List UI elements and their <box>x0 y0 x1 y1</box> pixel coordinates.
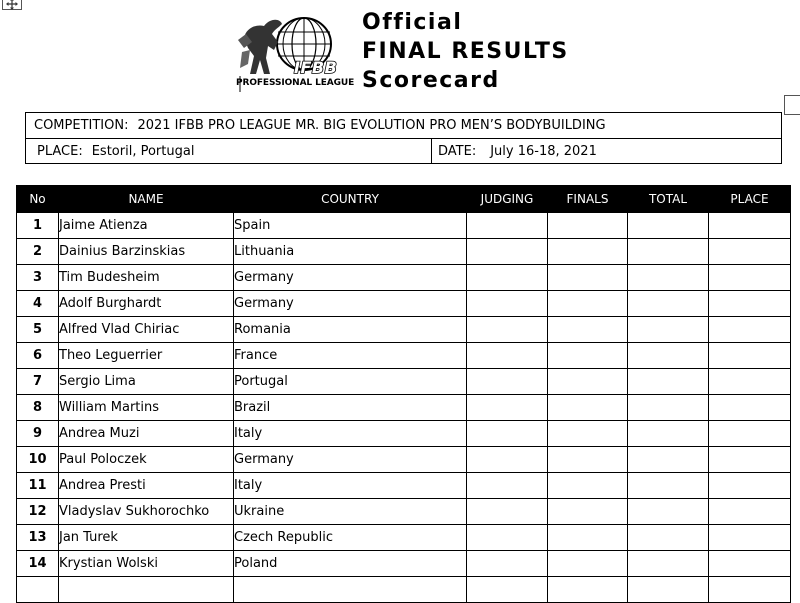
competitor-number: 5 <box>17 317 59 343</box>
competitor-name: Tim Budesheim <box>59 265 234 291</box>
competitor-country: Spain <box>234 213 467 239</box>
competitor-number: 3 <box>17 265 59 291</box>
finals-score-cell[interactable] <box>548 291 628 317</box>
place-cell <box>26 139 432 163</box>
competitor-name: Vladyslav Sukhorochko <box>59 499 234 525</box>
competitor-name: William Martins <box>59 395 234 421</box>
total-score-cell[interactable] <box>628 291 709 317</box>
competitor-name: Krystian Wolski <box>59 551 234 577</box>
finals-score-cell[interactable] <box>548 239 628 265</box>
competitor-name: Jaime Atienza <box>59 213 234 239</box>
col-header-no: No <box>17 186 59 213</box>
table-move-handle[interactable] <box>2 0 22 10</box>
competitor-country: Italy <box>234 421 467 447</box>
competitor-country: Czech Republic <box>234 525 467 551</box>
finals-score-cell[interactable] <box>548 421 628 447</box>
judging-score-cell[interactable] <box>467 499 548 525</box>
finals-score-cell[interactable] <box>548 213 628 239</box>
table-row <box>17 213 791 239</box>
place-cell[interactable] <box>709 447 791 473</box>
table-row <box>17 317 791 343</box>
table-row <box>17 291 791 317</box>
results-table <box>16 185 791 603</box>
place-label: PLACE: <box>37 144 83 159</box>
place-cell[interactable] <box>709 317 791 343</box>
date-cell <box>431 139 781 163</box>
table-row <box>17 473 791 499</box>
table-row <box>17 525 791 551</box>
competitor-country: Portugal <box>234 369 467 395</box>
competitor-country: Germany <box>234 265 467 291</box>
competitor-name <box>59 577 234 603</box>
competitor-name: Dainius Barzinskias <box>59 239 234 265</box>
judging-score-cell[interactable] <box>467 551 548 577</box>
place-value: Estoril, Portugal <box>91 144 195 159</box>
table-row <box>17 421 791 447</box>
competitor-number: 7 <box>17 369 59 395</box>
place-cell[interactable] <box>709 369 791 395</box>
judging-score-cell[interactable] <box>467 291 548 317</box>
place-cell[interactable] <box>709 499 791 525</box>
total-score-cell[interactable] <box>628 265 709 291</box>
place-cell[interactable] <box>709 291 791 317</box>
col-header-total: TOTAL <box>628 186 709 213</box>
place-cell[interactable] <box>709 473 791 499</box>
competitor-country <box>234 577 467 603</box>
competitor-name: Andrea Muzi <box>59 421 234 447</box>
place-cell[interactable] <box>709 525 791 551</box>
date-value: July 16-18, 2021 <box>490 144 597 159</box>
competitor-country: Ukraine <box>234 499 467 525</box>
total-score-cell[interactable] <box>628 239 709 265</box>
place-cell[interactable] <box>709 343 791 369</box>
competitor-number <box>17 577 59 603</box>
ifbb-logo-text: IFBB <box>294 58 338 77</box>
judging-score-cell[interactable] <box>467 317 548 343</box>
finals-score-cell[interactable] <box>548 317 628 343</box>
competitor-country: Poland <box>234 551 467 577</box>
judging-score-cell[interactable] <box>467 447 548 473</box>
competition-label: COMPETITION: <box>34 118 129 133</box>
finals-score-cell[interactable] <box>548 499 628 525</box>
competitor-country: Lithuania <box>234 239 467 265</box>
judging-score-cell[interactable] <box>467 577 548 603</box>
table-header-row <box>17 186 791 213</box>
competitor-number: 6 <box>17 343 59 369</box>
col-header-country: COUNTRY <box>234 186 467 213</box>
place-cell[interactable] <box>709 395 791 421</box>
table-row <box>17 369 791 395</box>
move-arrows-icon <box>6 0 18 10</box>
finals-score-cell[interactable] <box>548 473 628 499</box>
table-row <box>17 343 791 369</box>
finals-score-cell[interactable] <box>548 395 628 421</box>
professional-league-text: PROFESSIONAL LEAGUE <box>236 78 355 88</box>
finals-score-cell[interactable] <box>548 447 628 473</box>
judging-score-cell[interactable] <box>467 473 548 499</box>
date-label: DATE: <box>438 144 477 159</box>
judging-score-cell[interactable] <box>467 395 548 421</box>
place-cell[interactable] <box>709 265 791 291</box>
judging-score-cell[interactable] <box>467 343 548 369</box>
col-header-name: NAME <box>59 186 234 213</box>
competitor-country: France <box>234 343 467 369</box>
total-score-cell[interactable] <box>628 343 709 369</box>
competition-row <box>26 113 781 139</box>
heading-line-2: FINAL RESULTS <box>362 39 569 64</box>
total-score-cell[interactable] <box>628 447 709 473</box>
competitor-number: 13 <box>17 525 59 551</box>
col-header-place: PLACE <box>709 186 791 213</box>
competitor-country: Romania <box>234 317 467 343</box>
judging-score-cell[interactable] <box>467 213 548 239</box>
total-score-cell[interactable] <box>628 551 709 577</box>
competitor-country: Germany <box>234 291 467 317</box>
competitor-name: Theo Leguerrier <box>59 343 234 369</box>
judging-score-cell[interactable] <box>467 239 548 265</box>
competitor-name: Andrea Presti <box>59 473 234 499</box>
heading-line-1: Official <box>362 10 463 35</box>
place-cell[interactable] <box>709 551 791 577</box>
finals-score-cell[interactable] <box>548 265 628 291</box>
finals-score-cell[interactable] <box>548 577 628 603</box>
place-cell[interactable] <box>709 421 791 447</box>
competitor-name: Jan Turek <box>59 525 234 551</box>
competitor-country: Brazil <box>234 395 467 421</box>
total-score-cell[interactable] <box>628 395 709 421</box>
total-score-cell[interactable] <box>628 317 709 343</box>
competitor-name: Paul Poloczek <box>59 447 234 473</box>
competitor-number: 12 <box>17 499 59 525</box>
competition-info-box <box>25 112 782 164</box>
competitor-name: Alfred Vlad Chiriac <box>59 317 234 343</box>
total-score-cell[interactable] <box>628 421 709 447</box>
heading-line-3: Scorecard <box>362 68 500 93</box>
finals-score-cell[interactable] <box>548 525 628 551</box>
table-row <box>17 551 791 577</box>
total-score-cell[interactable] <box>628 369 709 395</box>
total-score-cell[interactable] <box>628 499 709 525</box>
place-cell[interactable] <box>709 213 791 239</box>
competitor-number: 14 <box>17 551 59 577</box>
competitor-name: Adolf Burghardt <box>59 291 234 317</box>
table-row <box>17 239 791 265</box>
judging-score-cell[interactable] <box>467 525 548 551</box>
resize-handle[interactable] <box>784 95 800 115</box>
judging-score-cell[interactable] <box>467 369 548 395</box>
competition-value: 2021 IFBB PRO LEAGUE MR. BIG EVOLUTION PRO MEN’S BODYBUILDING <box>137 118 606 133</box>
results-table-body <box>17 213 791 603</box>
competitor-number: 2 <box>17 239 59 265</box>
table-row <box>17 577 791 603</box>
competitor-number: 1 <box>17 213 59 239</box>
competitor-country: Germany <box>234 447 467 473</box>
total-score-cell[interactable] <box>628 473 709 499</box>
competitor-name: Sergio Lima <box>59 369 234 395</box>
competitor-number: 4 <box>17 291 59 317</box>
table-row <box>17 395 791 421</box>
total-score-cell[interactable] <box>628 525 709 551</box>
competitor-number: 9 <box>17 421 59 447</box>
table-row <box>17 265 791 291</box>
judging-score-cell[interactable] <box>467 421 548 447</box>
judging-score-cell[interactable] <box>467 265 548 291</box>
finals-score-cell[interactable] <box>548 369 628 395</box>
competitor-number: 10 <box>17 447 59 473</box>
col-header-finals: FINALS <box>548 186 628 213</box>
competitor-country: Italy <box>234 473 467 499</box>
place-cell[interactable] <box>709 577 791 603</box>
place-cell[interactable] <box>709 239 791 265</box>
total-score-cell[interactable] <box>628 577 709 603</box>
total-score-cell[interactable] <box>628 213 709 239</box>
finals-score-cell[interactable] <box>548 343 628 369</box>
col-header-judging: JUDGING <box>467 186 548 213</box>
competitor-number: 11 <box>17 473 59 499</box>
ifbb-logo <box>234 12 355 92</box>
competitor-number: 8 <box>17 395 59 421</box>
finals-score-cell[interactable] <box>548 551 628 577</box>
table-row <box>17 447 791 473</box>
document-heading <box>362 8 569 95</box>
table-row <box>17 499 791 525</box>
